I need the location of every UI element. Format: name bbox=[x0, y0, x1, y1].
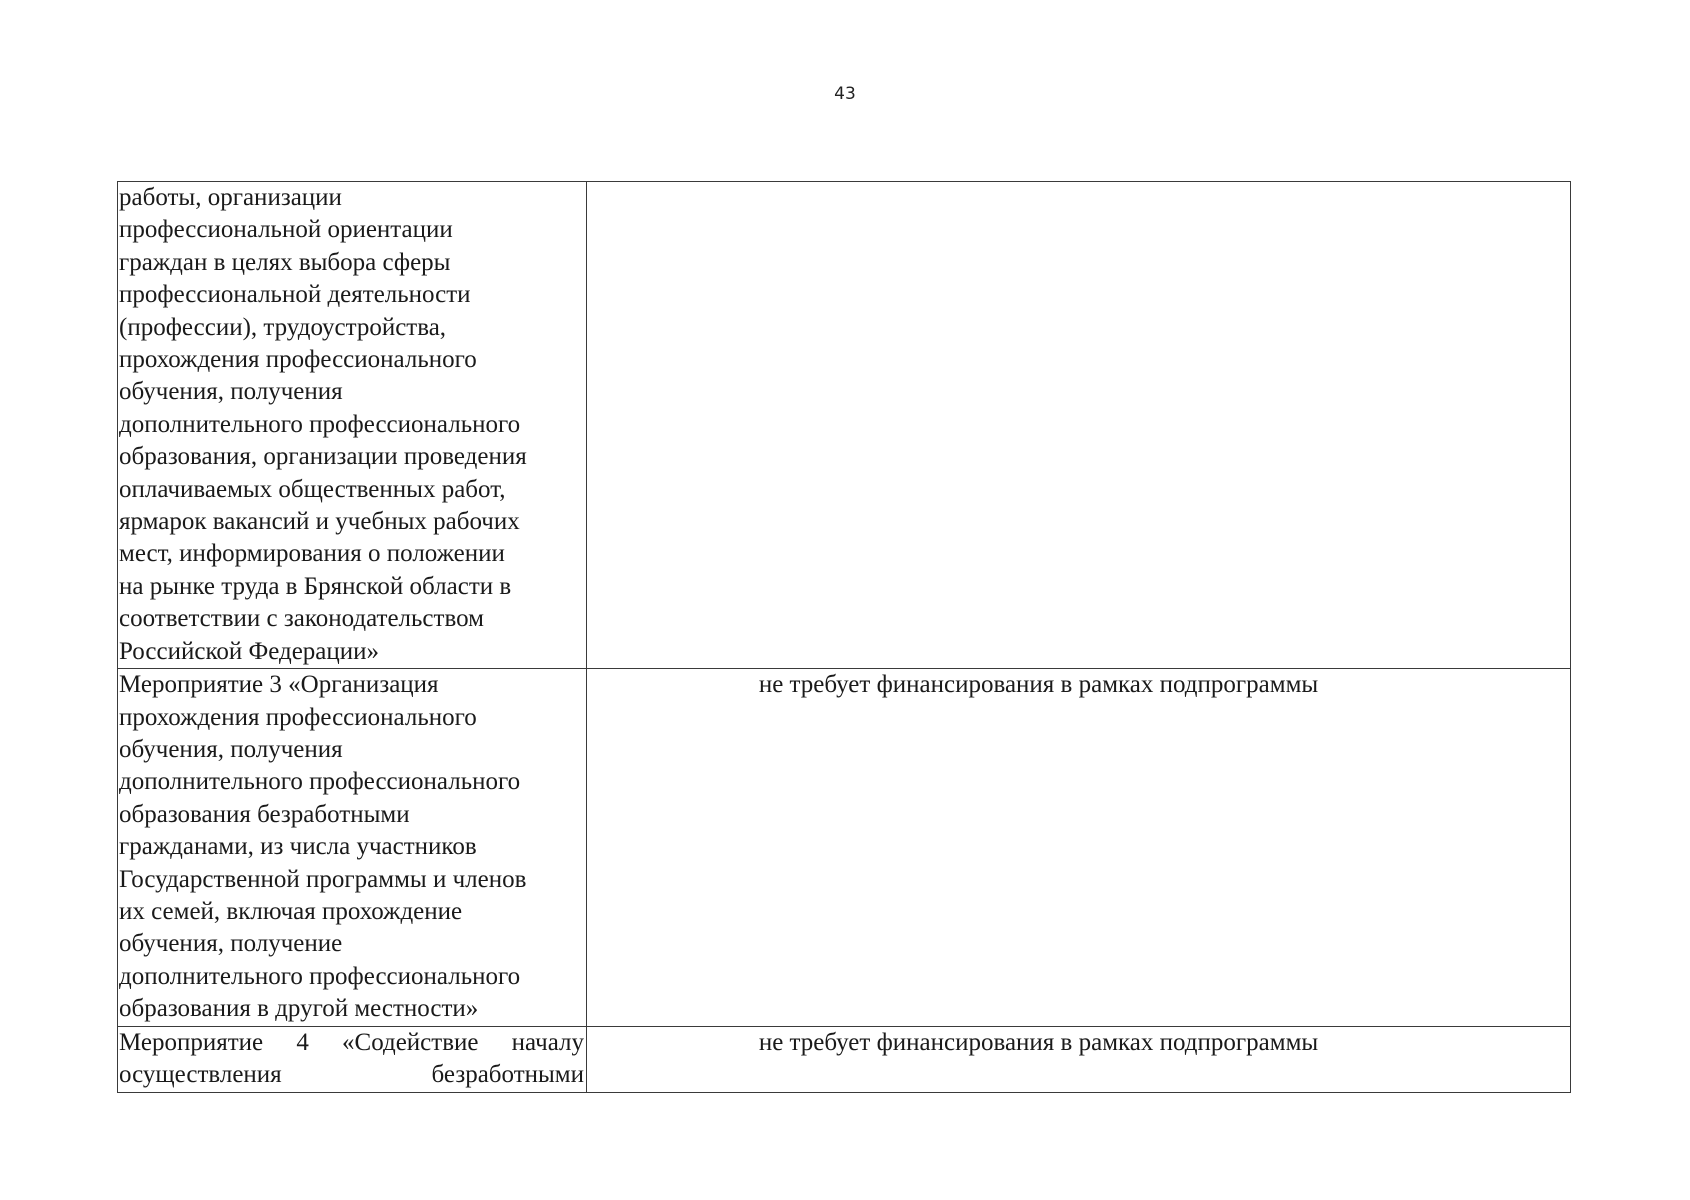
activity-text: Мероприятие 3 «Организация прохождения профессионального обучения, получения дополнительного профессионального образования безработными гражданами, из числа участников Государственной программы и членов их семей, включая прохождение обучения, получение дополнительного профессионального образования в другой местности» bbox=[119, 671, 527, 1023]
table-row bbox=[118, 669, 1571, 1026]
financing-text: не требует финансирования в рамках подпрограммы bbox=[758, 1028, 1319, 1056]
activity-text: работы, организации профессиональной ориентации граждан в целях выбора сферы профессиональной деятельности (профессии), трудоустройства, прохождения профессионального обучения, получения дополнительного профессионального образования, организации проведения оплачиваемых общественных работ, ярмарок вакансий и учебных рабочих мест, информирования о положении на рынке труда в Брянской области в соответствии с законодательством Российской Федерации» bbox=[119, 184, 527, 665]
financing-table bbox=[117, 181, 1571, 1093]
table-row bbox=[118, 182, 1571, 669]
activity-cell bbox=[118, 182, 587, 669]
financing-cell bbox=[587, 669, 1571, 1026]
page-number: 43 bbox=[834, 84, 856, 104]
activity-text-line: Мероприятие 4 «Содействие началу bbox=[119, 1028, 584, 1056]
activity-text-line: осуществления безработными bbox=[119, 1060, 584, 1088]
activity-cell bbox=[118, 669, 587, 1026]
table-row bbox=[118, 1026, 1571, 1092]
financing-cell bbox=[587, 182, 1571, 669]
financing-text: не требует финансирования в рамках подпрограммы bbox=[758, 671, 1319, 699]
activity-cell bbox=[118, 1026, 587, 1092]
financing-cell bbox=[587, 1026, 1571, 1092]
